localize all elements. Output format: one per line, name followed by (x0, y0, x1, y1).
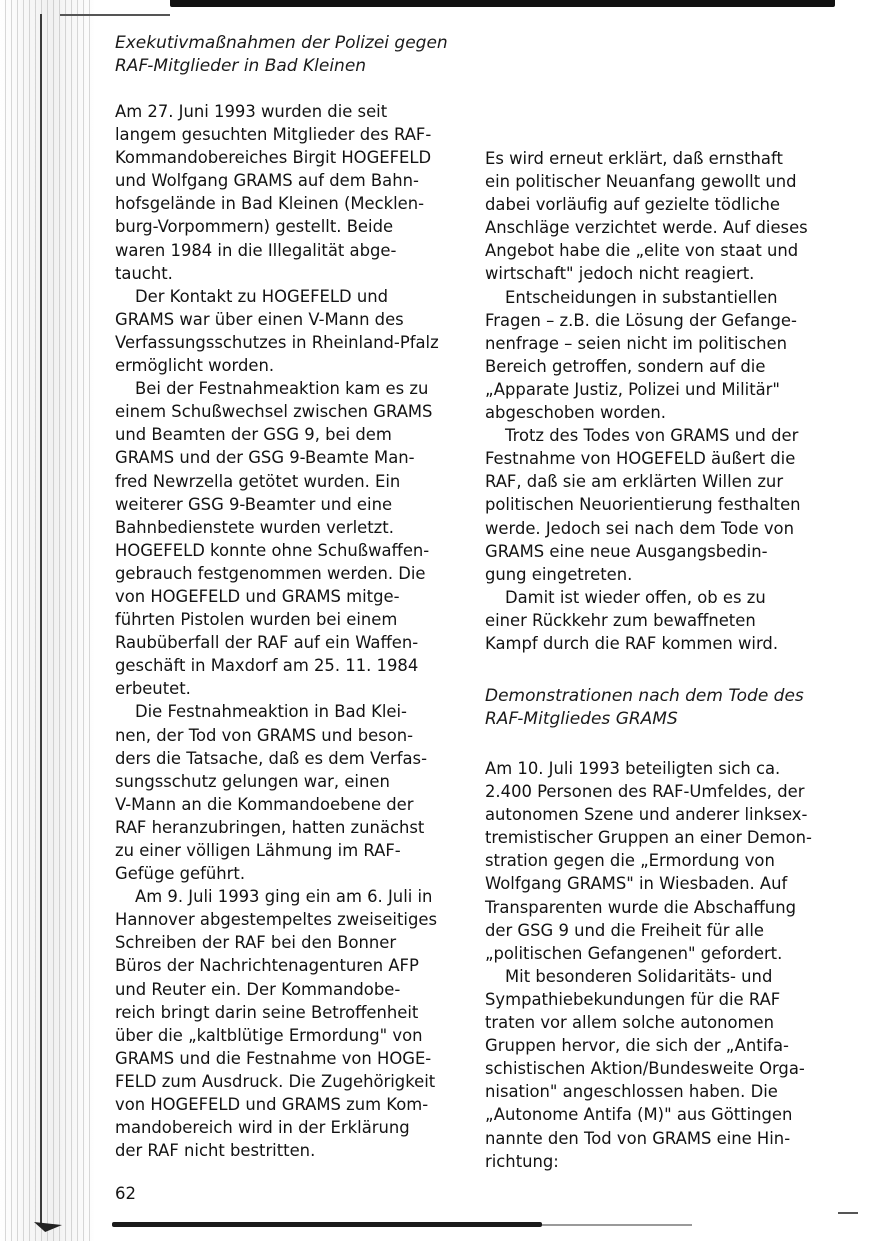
text-line: von HOGEFELD und GRAMS mitge- (115, 586, 400, 606)
text-line: Festnahme von HOGEFELD äußert die (485, 449, 796, 469)
text-line: waren 1984 in die Illegalität abge- (115, 240, 397, 260)
text-line: RAF heranzubringen, hatten zunächst (115, 817, 425, 837)
text-line: stration gegen die „Ermordung von (485, 851, 775, 871)
text-line: ermöglicht worden. (115, 356, 275, 376)
text-line: von HOGEFELD und GRAMS zum Kom- (115, 1095, 429, 1115)
text-line: erbeutet. (115, 679, 191, 699)
text-line: nen, der Tod von GRAMS und beson- (115, 725, 414, 745)
text-line: Raubüberfall der RAF auf ein Waffen- (115, 633, 419, 653)
text-line: gung eingetreten. (485, 564, 633, 584)
text-line: langem gesuchten Mitglieder des RAF- (115, 125, 432, 145)
text-line: Fragen – z.B. die Lösung der Gefange- (485, 310, 797, 330)
text-line: Transparenten wurde die Abschaffung (485, 897, 796, 917)
text-line: führten Pistolen wurden bei einem (115, 610, 398, 630)
text-line: Bahnbedienstete wurden verletzt. (115, 517, 394, 537)
text-line: Angebot habe die „elite von staat und (485, 241, 799, 261)
text-line: traten vor allem solche autonomen (485, 1013, 774, 1033)
right-column-body-top (485, 147, 808, 655)
text-line: autonomen Szene und anderer linksex- (485, 805, 808, 825)
heading-line: RAF-Mitgliedes GRAMS (485, 709, 678, 729)
text-line: Trotz des Todes von GRAMS und der (505, 426, 799, 446)
text-line: Sympathiebekundungen für die RAF (485, 989, 781, 1009)
text-line: Entscheidungen in substantiellen (505, 287, 778, 307)
text-line: hofsgelände in Bad Kleinen (Mecklen- (115, 194, 425, 214)
text-line: Damit ist wieder offen, ob es zu (505, 587, 766, 607)
text-line: V-Mann an die Kommandoebene der (115, 794, 414, 814)
text-line: Verfassungsschutzes in Rheinland-Pfalz (115, 332, 439, 352)
text-line: Kampf durch die RAF kommen wird. (485, 633, 779, 653)
text-line: Schreiben der RAF bei den Bonner (115, 933, 397, 953)
left-column-body (115, 100, 439, 1162)
heading-line: Demonstrationen nach dem Tode des (485, 686, 804, 706)
text-line: reich bringt darin seine Betroffenheit (115, 1002, 419, 1022)
text-line: der GSG 9 und die Freiheit für alle (485, 920, 764, 940)
scan-bottom-rule-thin (542, 1224, 692, 1226)
text-line: Am 27. Juni 1993 wurden die seit (115, 102, 388, 121)
text-line: „Autonome Antifa (M)" aus Göttingen (485, 1105, 793, 1125)
text-line: abgeschoben worden. (485, 403, 666, 423)
text-line: taucht. (115, 263, 173, 283)
text-line: und Reuter ein. Der Kommandobe- (115, 979, 401, 999)
text-line: zu einer völligen Lähmung im RAF- (115, 841, 401, 860)
scan-top-rule-thin (60, 14, 170, 16)
text-line: Am 10. Juli 1993 beteiligten sich ca. (485, 759, 781, 778)
scan-bottom-rule (112, 1222, 542, 1227)
text-line: RAF, daß sie am erklärten Willen zur (485, 472, 784, 492)
text-line: „Apparate Justiz, Polizei und Militär" (485, 379, 780, 399)
text-line: ders die Tatsache, daß es dem Verfas- (115, 748, 427, 768)
text-line: mandobereich wird in der Erklärung (115, 1118, 410, 1138)
text-line: und Wolfgang GRAMS auf dem Bahn- (115, 171, 419, 191)
heading-line: RAF-Mitglieder in Bad Kleinen (115, 56, 367, 76)
text-line: werde. Jedoch sei nach dem Tode von (485, 518, 794, 538)
text-line: HOGEFELD konnte ohne Schußwaffen- (115, 540, 430, 560)
text-line: Es wird erneut erklärt, daß ernsthaft (485, 149, 783, 168)
text-line: Die Festnahmeaktion in Bad Klei- (135, 702, 407, 722)
scan-right-dash (838, 1212, 858, 1214)
text-line: Hannover abgestempeltes zweiseitiges (115, 910, 437, 930)
scan-top-rule (170, 0, 835, 7)
text-line: Am 9. Juli 1993 ging ein am 6. Juli in (135, 887, 433, 907)
text-line: 2.400 Personen des RAF-Umfeldes, der (485, 782, 805, 802)
text-line: und Beamten der GSG 9, bei dem (115, 425, 392, 445)
text-line: tremistischer Gruppen an einer Demon- (485, 828, 812, 848)
text-line: geschäft in Maxdorf am 25. 11. 1984 (115, 656, 419, 676)
text-line: Wolfgang GRAMS" in Wiesbaden. Auf (485, 874, 788, 894)
text-line: Der Kontakt zu HOGEFELD und (135, 286, 389, 306)
text-line: einer Rückkehr zum bewaffneten (485, 610, 756, 630)
text-line: GRAMS und die Festnahme von HOGE- (115, 1048, 432, 1068)
heading-line: Exekutivmaßnahmen der Polizei gegen (115, 33, 448, 53)
text-line: GRAMS war über einen V-Mann des (115, 309, 404, 329)
text-line: nannte den Tod von GRAMS eine Hin- (485, 1128, 791, 1148)
text-line: über die „kaltblütige Ermordung" von (115, 1025, 423, 1045)
text-line: sungsschutz gelungen war, einen (115, 771, 390, 791)
text-line: nisation" angeschlossen haben. Die (485, 1082, 778, 1102)
text-line: „politischen Gefangenen" gefordert. (485, 943, 783, 963)
text-line: Gruppen hervor, die sich der „Antifa- (485, 1036, 789, 1056)
text-line: fred Newrzella getötet wurden. Ein (115, 471, 401, 491)
text-line: nenfrage – seien nicht im politischen (485, 333, 788, 353)
section-heading-right (485, 685, 804, 731)
text-line: dabei vorläufig auf gezielte tödliche (485, 195, 780, 215)
text-line: Büros der Nachrichtenagenturen AFP (115, 956, 419, 976)
right-column-body-bottom (485, 757, 812, 1173)
text-line: Bereich getroffen, sondern auf die (485, 356, 766, 376)
text-line: GRAMS und der GSG 9-Beamte Man- (115, 448, 415, 468)
text-line: schistischen Aktion/Bundesweite Orga- (485, 1059, 805, 1079)
scan-left-edge-line (40, 14, 42, 1224)
text-line: der RAF nicht bestritten. (115, 1141, 316, 1161)
text-line: politischen Neuorientierung festhalten (485, 495, 801, 515)
text-line: richtung: (485, 1151, 559, 1171)
text-line: Kommandobereiches Birgit HOGEFELD (115, 148, 432, 168)
page-number: 62 (115, 1184, 136, 1203)
text-line: Anschläge verzichtet werde. Auf dieses (485, 218, 808, 238)
text-line: wirtschaft" jedoch nicht reagiert. (485, 264, 755, 284)
text-line: FELD zum Ausdruck. Die Zugehörigkeit (115, 1071, 436, 1091)
text-line: Mit besonderen Solidaritäts- und (505, 966, 773, 986)
text-line: Bei der Festnahmeaktion kam es zu (135, 379, 429, 399)
scan-left-edge-shadow (0, 0, 95, 1241)
text-line: einem Schußwechsel zwischen GRAMS (115, 402, 433, 422)
section-heading-left (115, 32, 448, 78)
text-line: Gefüge geführt. (115, 864, 246, 884)
text-line: ein politischer Neuanfang gewollt und (485, 172, 797, 192)
text-line: gebrauch festgenommen werden. Die (115, 563, 426, 583)
text-line: burg-Vorpommern) gestellt. Beide (115, 217, 394, 237)
text-line: weiterer GSG 9-Beamter und eine (115, 494, 393, 514)
text-line: GRAMS eine neue Ausgangsbedin- (485, 541, 768, 561)
